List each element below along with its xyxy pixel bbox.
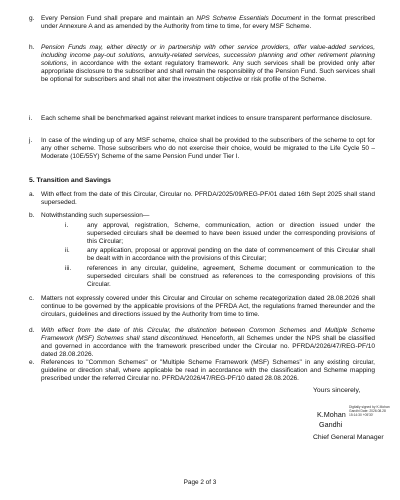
subclause-text: any application, proposal or approval pending on the date of commencement of this Circular shall be dealt with in accordance with the provisions of this Circular; <box>87 247 375 263</box>
clause-text <box>41 191 375 207</box>
clause-text <box>41 15 375 31</box>
italic-text-run: NPS Scheme Essentials Document <box>196 15 302 22</box>
subclause-iii <box>65 265 375 289</box>
clause-text <box>41 44 375 84</box>
clause-label: e. <box>29 359 35 366</box>
clause-5a <box>29 191 375 207</box>
clause-5c <box>29 295 375 319</box>
clause-text <box>41 359 375 383</box>
clause-text <box>41 115 375 123</box>
clause-i <box>29 115 375 123</box>
subclause-text: references in any circular, guideline, agreement, Scheme document or communication to the superseded circulars shall be construed as references to the corresponding provisions of this Circular. <box>87 265 375 289</box>
clause-text <box>41 295 375 319</box>
clause-label: j. <box>29 137 33 144</box>
clause-label: d. <box>29 327 35 334</box>
page-number: Page 2 of 3 <box>183 479 217 486</box>
text-run: in the format prescribed under Annexure A and as amended by the Authority from time to time, for every MSF Scheme. <box>41 15 375 31</box>
text-run: In case of the winding up of any MSF scheme, choice shall be provided to the subscribers of the scheme to opt for any other scheme. Those subscribers who do not exercise their choice, would be migrated to the Life Cycle 50 – Moderate (10E/55Y) Scheme of the same Pension Fund under Tier I. <box>41 137 375 161</box>
text-run: Matters not expressly covered under this Circular and Circular on scheme recategorization dated 28.08.2026 shall continue to be governed by the applicable provisions of the PFRDA Act, the regulations framed thereunder and the circulars, guidelines and directions issued by the Authority from time to time. <box>41 295 375 319</box>
clause-j <box>29 137 375 161</box>
subclause-i <box>65 222 375 246</box>
text-run: in accordance with the extant regulatory framework. Any such services shall be provided only after appropriate disclosure to the subscriber and shall remain the responsibility of the Pension Fund. Such services shall be optional for subscribers and shall not alter the investment objective or risk profile of the Scheme. <box>41 60 375 84</box>
text-run: Notwithstanding such supersession— <box>41 212 150 219</box>
section-heading: 5. Transition and Savings <box>29 177 111 184</box>
subclause-label: i. <box>65 222 69 229</box>
text-run: With effect from the date of this Circular, Circular no. PFRDA/2025/09/REG-PF/01 dated 16th Sept 2025 shall stand superseded. <box>41 191 375 207</box>
signatory-designation: Chief General Manager <box>313 434 384 441</box>
clause-label: a. <box>29 191 35 198</box>
clause-g <box>29 15 375 31</box>
clause-5e <box>29 359 375 383</box>
digital-signature-stamp: Digitally signed by K.Mohan Gandhi Date: 2026.08.28 15:14:30 +05'30' <box>349 405 390 418</box>
text-run: References to "Common Schemes" or "Multiple Scheme Framework (MSF) Schemes" in any existing circular, guideline or direction shall, where applicable be read in accordance with the classification and Scheme mapping prescribed under the referred Circular no. PFRDA/2026/47/REG-PF/10 dated 28.08.2026. <box>41 359 375 383</box>
italic-text-run: With effect from the date of this Circular, the distinction between Common Schemes and Multiple Scheme Framework (MSF) Schemes shall stand discontinued. <box>41 327 375 343</box>
clause-h <box>29 44 375 84</box>
text-run: Each scheme shall be benchmarked against relevant market indices to ensure transparent performance disclosure. <box>41 115 372 122</box>
subclause-text: any approval, registration, Scheme, communication, action or direction issued under the superseded circulars shall be deemed to have been issued under the corresponding provisions of this Circular; <box>87 222 375 246</box>
text-run: Henceforth, all Schemes under the NPS shall be classified and governed in accordance with the framework prescribed under the Circular no. PFRDA/2026/47/REG-PF/10 dated 28.08.2026. <box>41 335 375 359</box>
subclause-label: iii. <box>65 265 72 272</box>
clause-label: h. <box>29 44 35 51</box>
clause-label: i. <box>29 115 33 122</box>
clause-text <box>41 212 375 220</box>
closing-salutation: Yours sincerely, <box>313 387 361 394</box>
text-run: Every Pension Fund shall prepare and maintain an <box>41 15 197 22</box>
clause-label: g. <box>29 15 35 22</box>
subclause-label: ii. <box>65 247 70 254</box>
clause-text <box>41 327 375 359</box>
italic-text-run: Pension Funds may, either directly or in partnership with other service providers, offer value-added services, including income pay-out solutions, annuity-related services, succession planning and other retirement planning solutions, <box>41 44 375 68</box>
clause-5b <box>29 212 375 220</box>
clause-5d <box>29 327 375 359</box>
clause-label: b. <box>29 212 35 219</box>
subclause-ii <box>65 247 375 263</box>
signatory-name-line2: Gandhi <box>319 420 343 429</box>
clause-text <box>41 137 375 161</box>
signatory-name-line1: K.Mohan <box>317 410 346 419</box>
clause-label: c. <box>29 295 35 302</box>
